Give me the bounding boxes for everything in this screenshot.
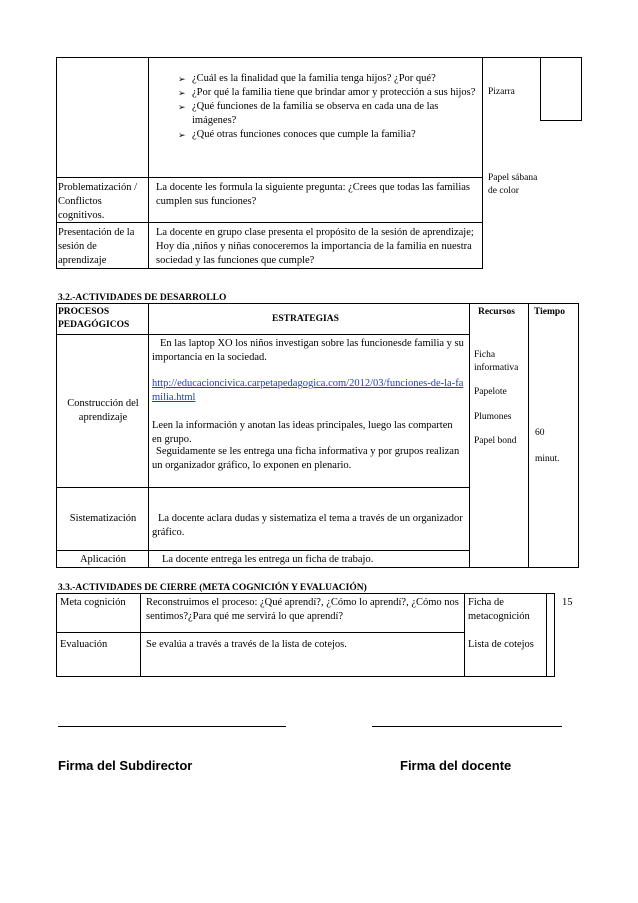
construction-paragraph-3: Seguidamente se les entrega una ficha informativa y por grupos realizan un organizador gráfico, lo exponen en plenario.: [152, 446, 460, 471]
time-unit: minut.: [535, 454, 560, 464]
question-item: ➢ ¿Qué funciones de la familia se observa en cada una de las imágenes?: [178, 101, 439, 126]
development-heading: 3.2.-ACTIVIDADES DE DESARROLLO: [58, 293, 227, 303]
metacognition-content: Reconstruimos el proceso: ¿Qué aprendí?, ¿Cómo lo aprendí?, ¿Cómo nos sentimos?¿Para qué me servirá lo que aprendí?: [146, 597, 459, 622]
closing-heading: 3.3.-ACTIVIDADES DE CIERRE (META COGNICIÓN Y EVALUACIÓN): [58, 583, 367, 593]
col-strategies-header: ESTRATEGIAS: [272, 314, 339, 324]
evaluation-label: Evaluación: [60, 639, 108, 650]
col-time-header: Tiempo: [534, 307, 565, 317]
closing-time: 15: [562, 597, 573, 608]
question-item: ➢ ¿Qué otras funciones conoces que cumple la familia?: [178, 129, 416, 140]
problematization-content: La docente les formula la siguiente pregunta: ¿Crees que todas las familias cumplen sus funciones?: [156, 182, 471, 207]
resource-pizarra: Pizarra: [488, 87, 515, 97]
systematization-content: La docente aclara dudas y sistematiza el tema a través de un organizador gráfico.: [152, 513, 463, 538]
problematization-label: Problematización / Conflictos cognitivos.: [58, 182, 138, 221]
application-content: La docente entrega les entrega un ficha de trabajo.: [162, 554, 374, 565]
resource-papel: Papel sábana de color: [488, 173, 538, 196]
presentation-content: La docente en grupo clase presenta el propósito de la sesión de aprendizaje; Hoy día ,niños y niñas conoceremos la importancia de la familia en nuestra sociedad y las funciones que cumple?: [156, 227, 474, 266]
signature-subdirector: Firma del Subdirector: [58, 758, 193, 773]
question-list: [178, 72, 477, 142]
signature-teacher: Firma del docente: [400, 758, 512, 773]
signature-line-right: [372, 726, 562, 727]
question-item: ➢ ¿Por qué la familia tiene que brindar amor y protección a sus hijos?: [178, 87, 476, 98]
col-resources-header: Recursos: [478, 307, 515, 317]
signature-line-left: [58, 726, 286, 727]
construction-paragraph-1: En las laptop XO los niños investigan sobre las funcionesde familia y su importancia en la sociedad.: [152, 338, 464, 363]
resource-link-anchor[interactable]: http://educacioncivica.carpetapedagogica.com/2012/03/funciones-de-la-familia.html: [152, 378, 464, 403]
resource-papel-bond: Papel bond: [474, 436, 517, 446]
col-process-header: PROCESOS PEDAGÓGICOS: [58, 307, 130, 330]
resource-ficha: Ficha informativa: [474, 350, 519, 373]
time-value: 60: [535, 428, 545, 438]
application-label: Aplicación: [79, 554, 127, 565]
question-item: ➢ ¿Cuál es la finalidad que la familia tenga hijos? ¿Por qué?: [178, 73, 436, 84]
resource-papelote: Papelote: [474, 387, 507, 397]
metacognition-resource: Ficha de metacognición: [468, 597, 530, 622]
evaluation-resource: Lista de cotejos: [468, 639, 534, 650]
resource-plumones: Plumones: [474, 412, 512, 422]
metacognition-label: Meta cognición: [60, 597, 126, 608]
systematization-label: Sistematización: [69, 513, 137, 524]
evaluation-content: Se evalúa a través a través de la lista de cotejos.: [146, 639, 347, 650]
resource-link[interactable]: [152, 377, 464, 405]
construction-label: Construcción del aprendizaje: [67, 398, 139, 423]
construction-paragraph-2: Leen la información y anotan las ideas principales, luego las comparten en grupo.: [152, 420, 453, 445]
presentation-label: Presentación de la sesión de aprendizaje: [58, 227, 135, 266]
